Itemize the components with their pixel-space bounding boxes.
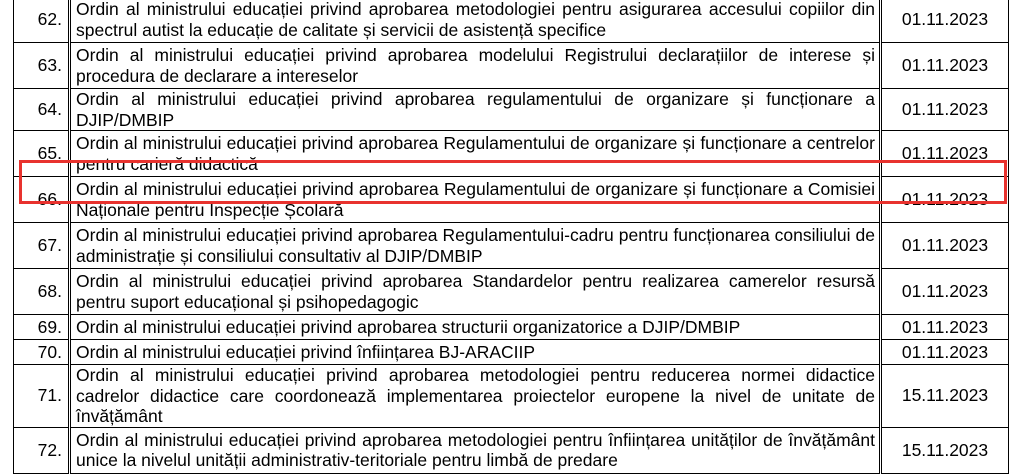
row-title: Ordin al ministrului educației privind aprobarea regulamentului de organizare și funcționare a DJIP/DMBIP	[70, 89, 881, 131]
table-row	[14, 131, 1009, 177]
row-date: 01.11.2023	[881, 177, 1009, 223]
table-row	[14, 427, 1009, 473]
table-row	[14, 43, 1009, 89]
row-date: 01.11.2023	[881, 269, 1009, 315]
orders-table	[13, 0, 1009, 474]
row-number: 64.	[14, 89, 70, 131]
row-title: Ordin al ministrului educației privind aprobarea metodologiei pentru asigurarea accesului copiilor din spectrul autist la educație de calitate și servicii de asistență specifice	[70, 0, 881, 43]
table-row	[14, 269, 1009, 315]
row-number: 63.	[14, 43, 70, 89]
row-title: Ordin al ministrului educației privind aprobarea modelului Registrului declarațiilor de interese și procedura de declarare a intereselor	[70, 43, 881, 89]
row-title: Ordin al ministrului educației privind aprobarea structurii organizatorice a DJIP/DMBIP	[70, 315, 881, 340]
row-title: Ordin al ministrului educației privind aprobarea metodologiei pentru reducerea normei didactice cadrelor didactice care coordonează implementarea proiectelor europene la nivel de unitate de învățământ	[70, 365, 881, 428]
table-row-highlighted	[14, 177, 1009, 223]
row-date: 01.11.2023	[881, 131, 1009, 177]
row-title: Ordin al ministrului educației privind aprobarea Regulamentului de organizare și funcționare a centrelor pentru carieră didactică	[70, 131, 881, 177]
row-number: 72.	[14, 427, 70, 473]
table-row	[14, 315, 1009, 340]
row-number: 67.	[14, 223, 70, 269]
table-row	[14, 223, 1009, 269]
row-title: Ordin al ministrului educației privind aprobarea metodologiei pentru înființarea unităților de învățământ unice la nivelul unității administrativ-teritoriale pentru limbă de predare	[70, 427, 881, 473]
row-date: 01.11.2023	[881, 43, 1009, 89]
row-number: 69.	[14, 315, 70, 340]
row-number: 68.	[14, 269, 70, 315]
row-date: 01.11.2023	[881, 340, 1009, 365]
row-date: 01.11.2023	[881, 89, 1009, 131]
row-title: Ordin al ministrului educației privind aprobarea Standardelor pentru realizarea camerelor resursă pentru suport educațional și psihopedagogic	[70, 269, 881, 315]
row-date: 15.11.2023	[881, 365, 1009, 428]
table-row	[14, 340, 1009, 365]
row-number: 66.	[14, 177, 70, 223]
row-date: 01.11.2023	[881, 223, 1009, 269]
row-number: 62.	[14, 0, 70, 43]
row-number: 65.	[14, 131, 70, 177]
row-date: 01.11.2023	[881, 0, 1009, 43]
table-row	[14, 0, 1009, 43]
row-date: 01.11.2023	[881, 315, 1009, 340]
row-number: 70.	[14, 340, 70, 365]
table-row	[14, 89, 1009, 131]
table-row	[14, 365, 1009, 428]
row-number: 71.	[14, 365, 70, 428]
row-date: 15.11.2023	[881, 427, 1009, 473]
row-title: Ordin al ministrului educației privind aprobarea Regulamentului-cadru pentru funcționarea consiliului de administrație și consiliului consultativ al DJIP/DMBIP	[70, 223, 881, 269]
row-title: Ordin al ministrului educației privind aprobarea Regulamentului de organizare și funcționare a Comisiei Naționale pentru Inspecție Școlară	[70, 177, 881, 223]
row-title: Ordin al ministrului educației privind înființarea BJ-ARACIIP	[70, 340, 881, 365]
